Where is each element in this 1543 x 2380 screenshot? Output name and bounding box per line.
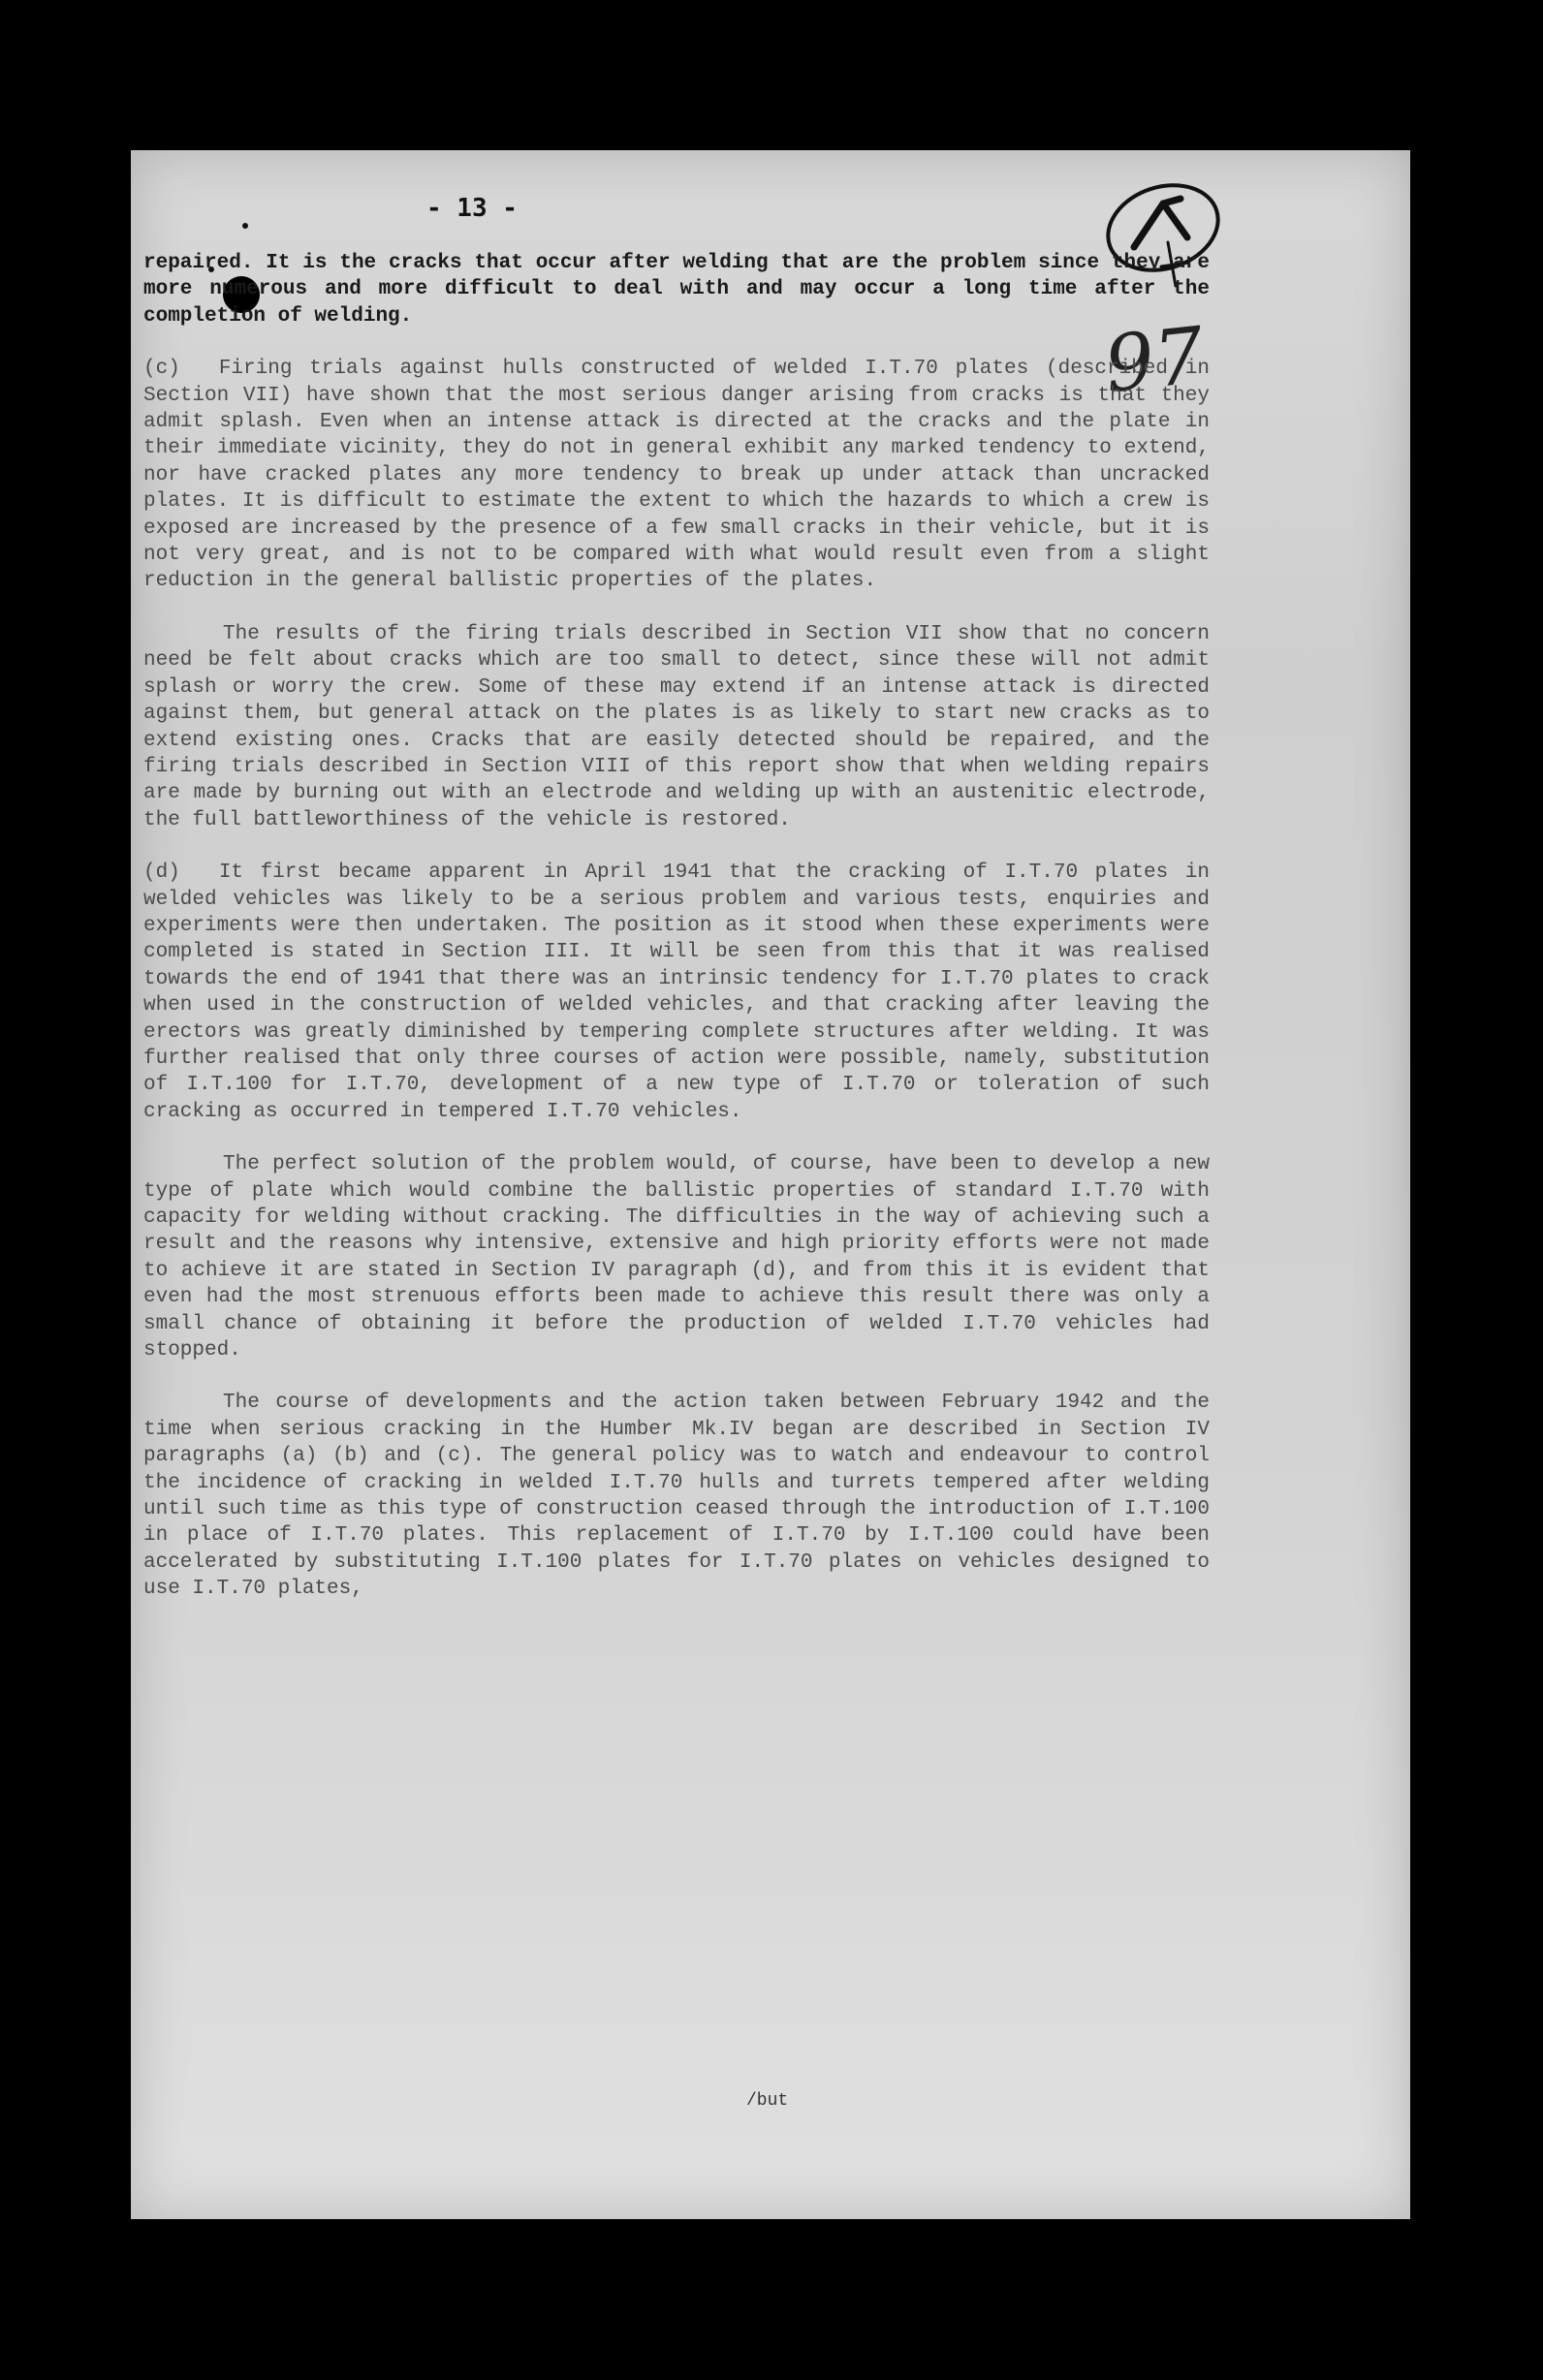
paragraph-firing-trials <box>143 621 1210 833</box>
document-body <box>143 250 1210 1629</box>
paragraph-text: Firing trials against hulls constructed of welded I.T.70 plates (described in Section VII) have shown that the most serious danger arising from cracks is that they admit splash. Even when an intense attack is directed at the cracks and the plate in their immediate vicinity, they do not in general exhibit any marked tendency to extend, nor have cracked plates any more tendency to break up under attack than uncracked plates. It is difficult to estimate the extent to which the hazards to which a crew is exposed are increased by the presence of a few small cracks in their vehicle, but it is not very great, and is not to be compared with what would result even from a slight reduction in the general ballistic properties of the plates. <box>143 358 1210 593</box>
paragraph-text: The perfect solution of the problem would, of course, have been to develop a new type of plate which would combine the ballistic properties of standard I.T.70 with capacity for welding without cracking. The difficulties in the way of achieving such a result and the reasons why intensive, extensive and high priority efforts were not made to achieve it are stated in Section IV paragraph (d), and from this it is evident that even had the most strenuous efforts been made to achieve this result there was only a small chance of obtaining it before the production of welded I.T.70 vehicles had stopped. <box>143 1153 1210 1362</box>
paragraph-text: The course of developments and the action taken between February 1942 and the time when serious cracking in the Humber Mk.IV began are described in Section IV paragraphs (a) (b) and (c). The general policy was to watch and endeavour to control the incidence of cracking in welded I.T.70 hulls and turrets tempered after welding until such time as this type of construction ceased through the introduction of I.T.100 in place of I.T.70 plates. This replacement of I.T.70 by I.T.100 could have been accelerated by substituting I.T.100 plates for I.T.70 plates on vehicles designed to use I.T.70 plates, <box>143 1392 1210 1601</box>
paragraph-text: It first became apparent in April 1941 that the cracking of I.T.70 plates in welded vehicles was likely to be a serious problem and various tests, enquiries and experiments were then undertaken. The position as it stood when these experiments were completed is stated in Section III. It will be seen from this that it was realised towards the end of 1941 that there was an intrinsic tendency for I.T.70 plates to crack when used in the construction of welded vehicles, and that cracking after leaving the erectors was greatly diminished by tempering complete structures after welding. It was further realised that only three courses of action were possible, namely, substitution of I.T.100 for I.T.70, development of a new type of I.T.70 or toleration of such cracking as occurred in tempered I.T.70 vehicles. <box>143 861 1210 1123</box>
paragraph-perfect-solution <box>143 1151 1210 1363</box>
page-number: - 13 - <box>426 194 518 223</box>
paragraph-label: (d) <box>143 861 180 885</box>
paragraph-text: The results of the firing trials described in Section VII show that no concern need be felt about cracks which are too small to detect, since these will not admit splash or worry the crew. Some of these may extend if an intense attack is directed against them, but general attack on the plates is as likely to start new cracks as to extend existing ones. Cracks that are easily detected should be repaired, and the firing trials described in Section VIII of this report show that when welding repairs are made by burning out with an electrode and welding up with an austenitic electrode, the full battleworthiness of the vehicle is restored. <box>143 622 1210 831</box>
paragraph-d <box>143 860 1210 1125</box>
paragraph-label: (c) <box>143 358 180 381</box>
punch-dot <box>242 223 248 229</box>
paragraph-course-of-developments <box>143 1390 1210 1602</box>
paragraph-text: repaired. It is the cracks that occur after welding that are the problem since they are more numerous and more difficult to deal with and may occur a long time after the completion of welding. <box>143 252 1210 328</box>
paragraph-continuation <box>143 250 1210 329</box>
folio-number: 97 <box>1100 309 1209 411</box>
catchword: /but <box>746 2091 789 2111</box>
paragraph-c <box>143 356 1210 595</box>
